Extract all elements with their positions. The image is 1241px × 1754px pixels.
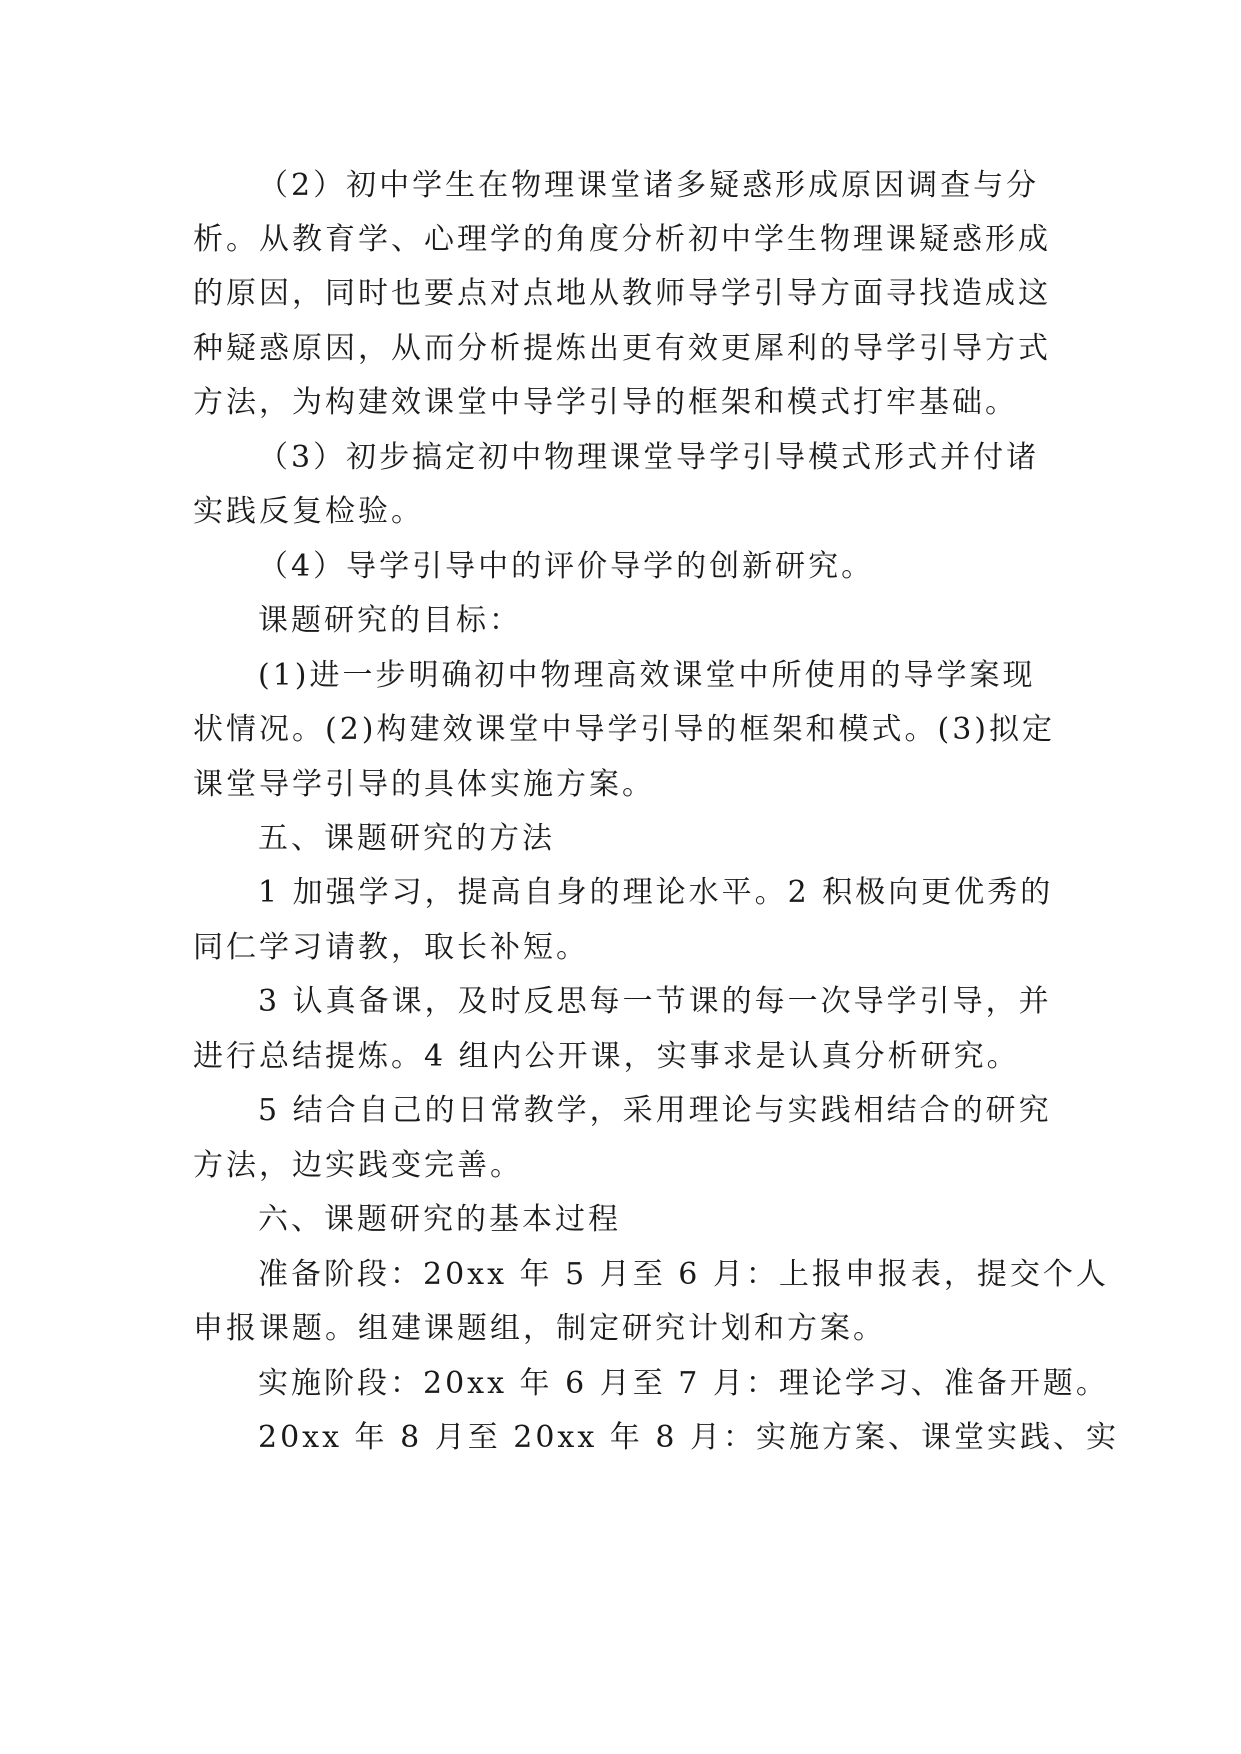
text-line: （2）初中学生在物理课堂诸多疑惑形成原因调查与分 xyxy=(258,168,1040,203)
text-line: 种疑惑原因，从而分析提炼出更有效更犀利的导学引导方式 xyxy=(193,331,1051,366)
text-line: （4）导学引导中的评价导学的创新研究。 xyxy=(258,549,875,584)
text-line: 20xx 年 8 月至 20xx 年 8 月：实施方案、课堂实践、实 xyxy=(258,1420,1119,1455)
text-line: 同仁学习请教，取长补短。 xyxy=(193,930,589,965)
text-line: 析。从教育学、心理学的角度分析初中学生物理课疑惑形成 xyxy=(193,222,1051,257)
text-line: （3）初步搞定初中物理课堂导学引导模式形式并付诸 xyxy=(258,440,1040,475)
text-line: 方法，为构建效课堂中导学引导的框架和模式打牢基础。 xyxy=(193,385,1018,420)
text-line: (1)进一步明确初中物理高效课堂中所使用的导学案现 xyxy=(258,658,1036,693)
text-line: 的原因，同时也要点对点地从教师导学引导方面寻找造成这 xyxy=(193,276,1051,311)
section-heading: 五、课题研究的方法 xyxy=(258,821,555,856)
text-line: 5 结合自己的日常教学，采用理论与实践相结合的研究 xyxy=(258,1093,1052,1128)
text-line: 实践反复检验。 xyxy=(193,494,424,529)
text-line: 方法，边实践变完善。 xyxy=(193,1148,523,1183)
text-line: 申报课题。组建课题组，制定研究计划和方案。 xyxy=(193,1311,886,1346)
text-line: 1 加强学习，提高自身的理论水平。2 积极向更优秀的 xyxy=(258,875,1054,910)
section-heading: 六、课题研究的基本过程 xyxy=(258,1202,621,1237)
text-line: 进行总结提炼。4 组内公开课，实事求是认真分析研究。 xyxy=(193,1039,1020,1074)
text-line: 状情况。(2)构建效课堂中导学引导的框架和模式。(3)拟定 xyxy=(193,712,1055,747)
text-line: 准备阶段：20xx 年 5 月至 6 月：上报申报表，提交个人 xyxy=(258,1257,1109,1292)
text-line: 实施阶段：20xx 年 6 月至 7 月：理论学习、准备开题。 xyxy=(258,1366,1109,1401)
text-line: 课堂导学引导的具体实施方案。 xyxy=(193,767,655,802)
text-line: 3 认真备课，及时反思每一节课的每一次导学引导，并 xyxy=(258,984,1052,1019)
text-line: 课题研究的目标： xyxy=(258,603,522,638)
